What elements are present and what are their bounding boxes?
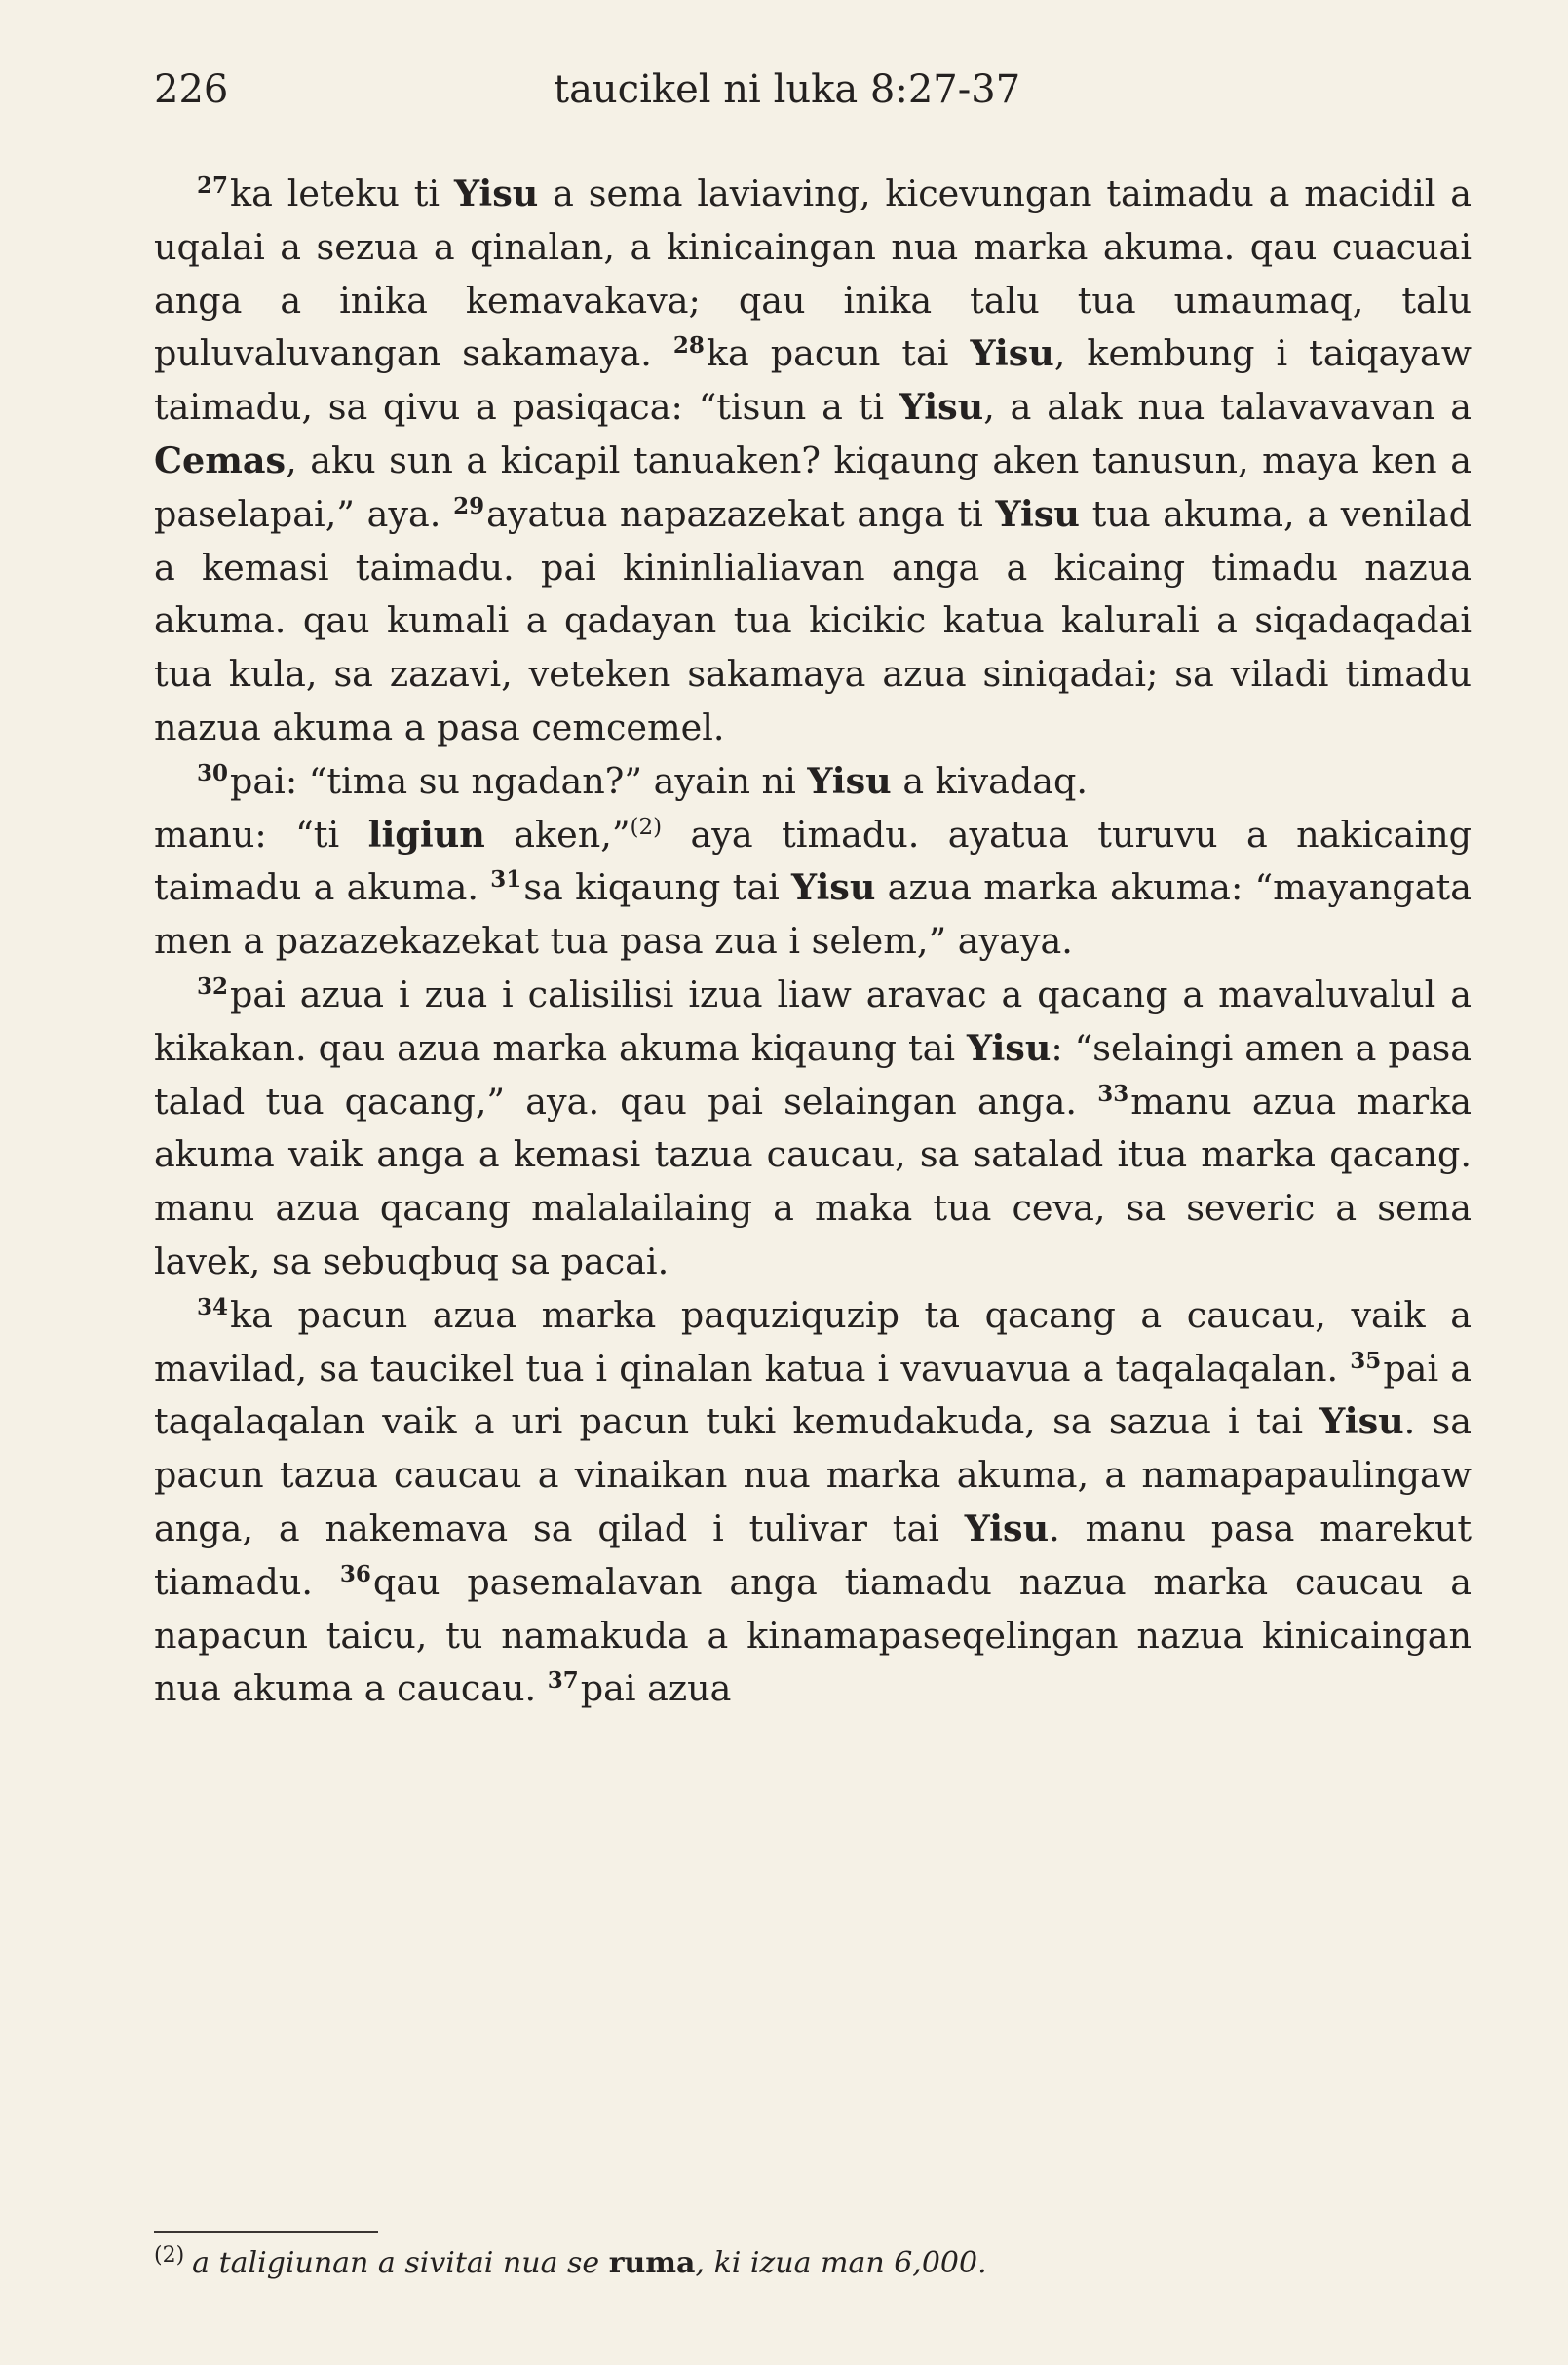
paragraph [154,755,1472,809]
bold-term: Yisu [453,172,539,214]
text-run: . manu pasa marekut tiamadu. [154,1507,1472,1603]
paragraph [154,809,1472,969]
footnote-bold-word: ruma [608,2246,696,2280]
verse-number: 37 [547,1667,579,1695]
text-run: . sa pacun tazua caucau a vinaikan nua marka akuma, a namapapaulingaw anga, a nakemava sa qilad i tulivar tai [154,1400,1472,1549]
verse-number: 36 [339,1560,371,1587]
text-run: sa kiqaung tai [523,866,792,909]
text-run: pai: “tima su ngadan?” ayain ni [230,759,808,802]
verse-number: 27 [197,172,229,199]
footnote-text-before: a taligiunan a sivitai nua se [192,2246,609,2280]
text-run: , aku sun a kicapil tanuaken? kiqaung aken tanusun, maya ken a paselapai,” aya. [154,439,1472,535]
verse-number: 33 [1097,1080,1129,1107]
verse-number: 35 [1350,1347,1382,1374]
footnote-text-after: , ki izua man 6,000. [695,2246,987,2280]
paragraph [154,1289,1472,1716]
body-text [154,168,1472,1716]
footnote-divider [154,2231,378,2233]
text-run: , kembung i taiqayaw taimadu, sa qivu a pasiqaca: “tisun a ti [154,332,1472,429]
text-run: pai azua i zua i calisilisi izua liaw aravac a qacang a mavaluvalul a kikakan. qau azua marka akuma kiqaung tai [154,973,1472,1069]
verse-number: 34 [197,1293,229,1320]
verse-number: 28 [672,332,705,360]
text-run: azua marka akuma: “mayangata men a pazazekazekat tua pasa zua i selem,” ayaya. [154,866,1472,963]
verse-number: 30 [197,759,229,786]
bold-term: Yisu [791,866,876,909]
footnote [154,2241,1470,2286]
text-run: , a alak nua talavavavan a [983,386,1472,429]
bold-term: Yisu [807,759,892,802]
text-run: a sema laviaving, kicevungan taimadu a macidil a uqalai a sezua a qinalan, a kinicaingan nua marka akuma. qau cuacuai anga a inika kemavakava; qau inika talu tua umaumaq, talu puluvaluvangan sakamaya. [154,172,1472,375]
text-run: pai azua [580,1667,732,1710]
text-run: ka pacun tai [706,332,971,375]
text-run: ayatua napazazekat anga ti [486,492,996,535]
verse-number: 29 [453,492,485,519]
text-run: a kivadaq. [891,759,1088,802]
text-run: ka pacun azua marka paquziquzip ta qacang a caucau, vaik a mavilad, sa taucikel tua i qinalan katua i vavuavua a taqalaqalan. [154,1293,1472,1390]
text-run: aken,” [484,813,631,856]
page-number: 226 [154,67,229,112]
bold-term: Yisu [1319,1400,1404,1443]
bold-term: Yisu [899,386,984,429]
text-run: manu azua marka akuma vaik anga a kemasi tazua caucau, sa satalad itua marka qacang. manu azua qacang malalailaing a maka tua ceva, sa severic a sema lavek, sa sebuqbuq sa pacai. [154,1080,1472,1282]
bold-term: Cemas [154,439,287,481]
text-run: pai a taqalaqalan vaik a uri pacun tuki kemudakuda, sa sazua i tai [154,1347,1472,1443]
text-run: : “selaingi amen a pasa talad tua qacang,” aya. qau pai selaingan anga. [154,1026,1472,1123]
bold-term: Yisu [964,1507,1050,1549]
bold-term: Yisu [970,332,1054,375]
text-run: tua akuma, a venilad a kemasi taimadu. pai kininlialiavan anga a kicaing timadu nazua akuma. qau kumali a qadayan tua kicikic katua kalurali a siqadaqadai tua kula, sa zazavi, veteken sakamaya azua siniqadai; sa viladi timadu nazua akuma a pasa cemcemel. [154,492,1472,748]
bold-term: ligiun [367,813,485,856]
bold-term: Yisu [995,492,1080,535]
text-run: qau pasemalavan anga tiamadu nazua marka caucau a napacun taicu, tu namakuda a kinamapaseqelingan nazua kinicaingan nua akuma a caucau. [154,1560,1472,1710]
text-run: manu: “ti [154,813,368,856]
footnote-reference: (2) [630,814,663,840]
verse-number: 31 [490,866,522,894]
verse-number: 32 [197,973,229,1000]
paragraph [154,969,1472,1289]
running-title: taucikel ni luka 8:27-37 [554,67,1021,112]
page-header [154,60,1470,129]
paragraph [154,168,1472,755]
bold-term: Yisu [967,1026,1052,1069]
text-run: aya timadu. ayatua turuvu a nakicaing taimadu a akuma. [154,813,1472,909]
footnote-mark: (2) [154,2243,185,2268]
text-run: ka leteku ti [230,172,454,214]
